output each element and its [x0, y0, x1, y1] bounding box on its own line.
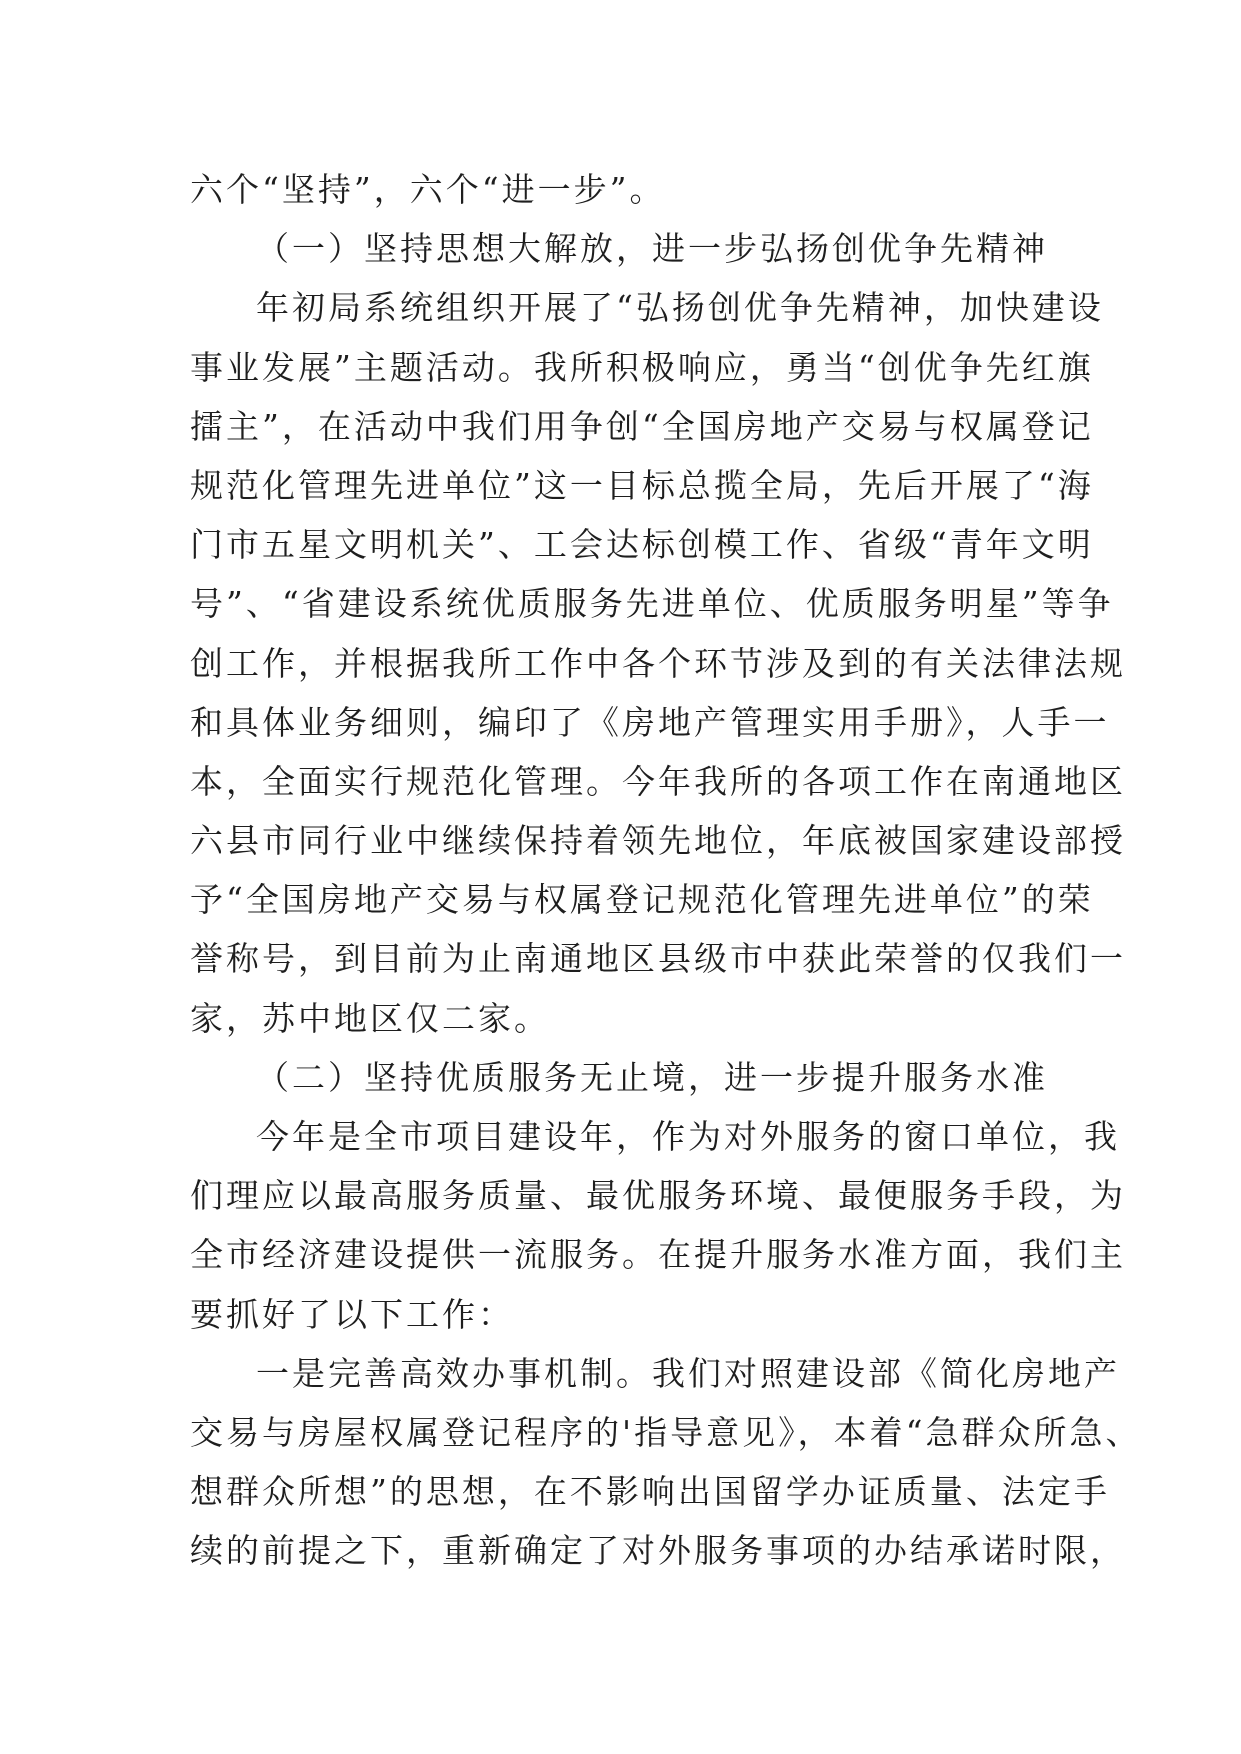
- text-line: 创工作，并根据我所工作中各个环节涉及到的有关法律法规: [190, 643, 1126, 683]
- text-line: 事业发展”主题活动。我所积极响应，勇当“创优争先红旗: [190, 347, 1094, 387]
- text-line: 全市经济建设提供一流服务。在提升服务水准方面，我们主: [190, 1235, 1126, 1275]
- text-line: （二）坚持优质服务无止境，进一步提升服务水准: [256, 1057, 1048, 1097]
- text-line: 六个“坚持”，六个“进一步”。: [190, 170, 666, 209]
- text-line: 一是完善高效办事机制。我们对照建设部《简化房地产: [256, 1353, 1120, 1393]
- text-line: 门市五星文明机关”、工会达标创模工作、省级“青年文明: [190, 525, 1094, 565]
- text-line: 要抓好了以下工作：: [190, 1294, 514, 1334]
- text-line: 擂主”，在活动中我们用争创“全国房地产交易与权属登记: [190, 406, 1094, 446]
- text-line: 想群众所想”的思想，在不影响出国留学办证质量、法定手: [190, 1472, 1110, 1512]
- text-line: （一）坚持思想大解放，进一步弘扬创优争先精神: [256, 229, 1048, 269]
- text-line: 誉称号，到目前为止南通地区县级市中获此荣誉的仅我们一: [190, 939, 1126, 979]
- text-line: 规范化管理先进单位”这一目标总揽全局，先后开展了“海: [190, 465, 1094, 505]
- text-line: 六县市同行业中继续保持着领先地位，年底被国家建设部授: [190, 821, 1126, 861]
- text-line: 续的前提之下，重新确定了对外服务事项的办结承诺时限，: [190, 1531, 1126, 1571]
- body-text: [190, 160, 1142, 1581]
- text-line: 予“全国房地产交易与权属登记规范化管理先进单位”的荣: [190, 880, 1094, 920]
- text-line: 今年是全市项目建设年，作为对外服务的窗口单位，我: [256, 1117, 1120, 1156]
- text-line: 号”、“省建设系统优质服务先进单位、优质服务明星”等争: [190, 584, 1114, 624]
- text-line: 们理应以最高服务质量、最优服务环境、最便服务手段，为: [190, 1176, 1126, 1216]
- text-line: 本，全面实行规范化管理。今年我所的各项工作在南通地区: [190, 761, 1126, 801]
- text-line: 年初局系统组织开展了“弘扬创优争先精神，加快建设: [256, 288, 1104, 328]
- text-line: 和具体业务细则，编印了《房地产管理实用手册》，人手一: [190, 702, 1110, 742]
- text-line: 交易与房屋权属登记程序的'指导意见》，本着“急群众所急、: [190, 1412, 1142, 1452]
- text-line: 家，苏中地区仅二家。: [190, 998, 550, 1038]
